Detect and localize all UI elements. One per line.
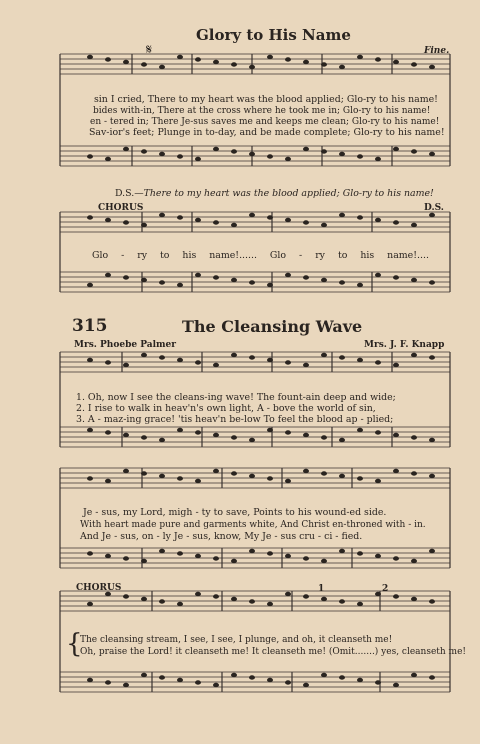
hymn-title-cleansing: The Cleansing Wave [182, 317, 363, 336]
notehead [339, 213, 345, 217]
main-chorus-label: CHORUS [76, 583, 122, 593]
notehead [195, 554, 201, 558]
notehead [87, 358, 93, 362]
top-chorus-words: Glo - ry to his name!...... Glo - ry to his name!.... [92, 250, 429, 261]
notehead [267, 678, 273, 682]
notehead [177, 358, 183, 362]
notehead [429, 474, 435, 478]
notehead [393, 60, 399, 64]
notehead [195, 273, 201, 277]
notehead [141, 597, 147, 601]
notehead [429, 65, 435, 69]
notehead [393, 683, 399, 687]
notehead [357, 358, 363, 362]
notehead [123, 556, 129, 560]
main-chorus-line-1: The cleansing stream, I see, I see, I plunge, and oh, it cleanseth me! [80, 635, 393, 645]
notehead [213, 275, 219, 279]
notehead [231, 62, 237, 66]
notehead [429, 280, 435, 284]
notehead [321, 353, 327, 357]
notehead [375, 273, 381, 277]
notehead [195, 157, 201, 161]
notehead [231, 673, 237, 677]
notehead [105, 554, 111, 558]
notehead [339, 438, 345, 442]
notehead [231, 559, 237, 563]
notehead [141, 278, 147, 282]
notehead [105, 680, 111, 684]
notehead [213, 147, 219, 151]
notehead [123, 220, 129, 224]
notehead [159, 280, 165, 284]
notehead [105, 479, 111, 483]
notehead [87, 602, 93, 606]
main-verse-1-line-1: 1. Oh, now I see the cleans-ing wave! The fount-ain deep and wide; [76, 392, 396, 403]
notehead [105, 430, 111, 434]
notehead [411, 62, 417, 66]
notehead [231, 353, 237, 357]
notehead [123, 594, 129, 598]
notehead [303, 363, 309, 367]
notehead [123, 683, 129, 687]
notehead [249, 65, 255, 69]
hymn-number: 315 [72, 316, 108, 336]
ds-mark: D.S. [424, 203, 444, 213]
top-verse-line-4: Sav-ior's feet; Plunge in to-day, and be made complete; Glo-ry to his name! [89, 127, 445, 138]
notehead [393, 220, 399, 224]
notehead [393, 363, 399, 367]
notehead [285, 360, 291, 364]
notehead [303, 594, 309, 598]
notehead [123, 363, 129, 367]
notehead [159, 213, 165, 217]
notehead [393, 275, 399, 279]
notehead [375, 479, 381, 483]
top-verse-line-2: bides with-in, There at the cross where he took me in; Glo-ry to his name! [93, 106, 431, 116]
notehead [393, 433, 399, 437]
notehead [357, 215, 363, 219]
notehead [411, 278, 417, 282]
notehead [321, 278, 327, 282]
notehead [375, 680, 381, 684]
notehead [303, 433, 309, 437]
notehead [213, 220, 219, 224]
notehead [195, 592, 201, 596]
notehead [159, 549, 165, 553]
notehead [285, 430, 291, 434]
notehead [267, 283, 273, 287]
hymn-composer: Mrs. J. F. Knapp [364, 340, 445, 350]
notehead [339, 675, 345, 679]
notehead [123, 433, 129, 437]
notehead [177, 215, 183, 219]
notehead [339, 474, 345, 478]
notehead [429, 675, 435, 679]
notehead [87, 678, 93, 682]
notehead [123, 469, 129, 473]
main-verse-2-line-1: Je - sus, my Lord, migh - ty to save, Points to his wound-ed side. [83, 507, 387, 518]
notehead [375, 360, 381, 364]
notehead [105, 273, 111, 277]
notehead [411, 353, 417, 357]
notehead [321, 62, 327, 66]
notehead [105, 157, 111, 161]
notehead [375, 57, 381, 61]
notehead [285, 592, 291, 596]
notehead [141, 62, 147, 66]
notehead [321, 435, 327, 439]
notehead [213, 594, 219, 598]
notehead [375, 554, 381, 558]
chorus-brace: { [66, 629, 83, 659]
notehead [141, 673, 147, 677]
notehead [213, 469, 219, 473]
notehead [195, 218, 201, 222]
notehead [285, 554, 291, 558]
notehead [375, 218, 381, 222]
fine-mark: Fine. [424, 46, 450, 56]
notehead [429, 549, 435, 553]
top-verse-line-1: sin I cried, There to my heart was the blood applied; Glo-ry to his name! [94, 94, 438, 105]
notehead [195, 479, 201, 483]
notehead [285, 218, 291, 222]
notehead [375, 430, 381, 434]
notehead [195, 430, 201, 434]
notehead [231, 471, 237, 475]
notehead [87, 215, 93, 219]
notehead [357, 476, 363, 480]
segno-icon: 𝄋 [146, 42, 153, 58]
main-verse-2-line-3: And Je - sus, on - ly Je - sus, know, My Je - sus cru - ci - fied. [80, 531, 363, 542]
notehead [393, 147, 399, 151]
notehead [339, 599, 345, 603]
notehead [249, 280, 255, 284]
notehead [303, 469, 309, 473]
notehead [321, 673, 327, 677]
notehead [267, 602, 273, 606]
notehead [267, 55, 273, 59]
notehead [177, 678, 183, 682]
notehead [141, 471, 147, 475]
notehead [141, 353, 147, 357]
notehead [411, 149, 417, 153]
notehead [87, 55, 93, 59]
notehead [429, 438, 435, 442]
notehead [429, 213, 435, 217]
notehead [267, 154, 273, 158]
notehead [213, 60, 219, 64]
notehead [177, 476, 183, 480]
notehead [87, 428, 93, 432]
notehead [249, 549, 255, 553]
notehead [177, 602, 183, 606]
notehead [231, 223, 237, 227]
notehead [429, 355, 435, 359]
notehead [159, 152, 165, 156]
notehead [339, 152, 345, 156]
notehead [357, 55, 363, 59]
ds-line-text: There to my heart was the blood applied; Glo-ry to his name! [143, 188, 434, 199]
notehead [303, 275, 309, 279]
notehead [303, 60, 309, 64]
notehead [249, 213, 255, 217]
notehead [393, 556, 399, 560]
notehead [357, 283, 363, 287]
notehead [267, 476, 273, 480]
notehead [213, 363, 219, 367]
notehead [249, 599, 255, 603]
notehead [177, 154, 183, 158]
notehead [303, 147, 309, 151]
notehead [357, 551, 363, 555]
notehead [159, 355, 165, 359]
hymn-title-glory: Glory to His Name [196, 26, 351, 44]
notehead [411, 471, 417, 475]
notehead [375, 592, 381, 596]
ds-line [115, 189, 434, 200]
notehead [321, 149, 327, 153]
notehead [87, 476, 93, 480]
notehead [231, 597, 237, 601]
notehead [231, 278, 237, 282]
notehead [141, 435, 147, 439]
notehead [249, 675, 255, 679]
notehead [87, 283, 93, 287]
main-verse-1-line-2: 2. I rise to walk in heav'n's own light, A - bove the world of sin, [76, 403, 376, 414]
main-verse-2-line-2: With heart made pure and garments white, And Christ en-throned with - in. [80, 520, 426, 530]
notehead [393, 469, 399, 473]
notehead [285, 157, 291, 161]
notehead [105, 57, 111, 61]
notehead [195, 57, 201, 61]
notehead [177, 283, 183, 287]
notehead [267, 428, 273, 432]
notehead [303, 220, 309, 224]
notehead [285, 680, 291, 684]
notehead [411, 597, 417, 601]
ending-2: 2 [382, 584, 389, 594]
notehead [411, 223, 417, 227]
notehead [123, 147, 129, 151]
ending-1: 1 [318, 584, 325, 594]
notehead [141, 559, 147, 563]
notehead [249, 355, 255, 359]
notehead [285, 57, 291, 61]
notehead [357, 678, 363, 682]
notehead [321, 471, 327, 475]
notehead [177, 428, 183, 432]
notehead [303, 556, 309, 560]
notehead [123, 60, 129, 64]
notehead [321, 559, 327, 563]
notehead [159, 675, 165, 679]
notehead [159, 438, 165, 442]
notehead [285, 273, 291, 277]
notehead [249, 474, 255, 478]
top-chorus-label: CHORUS [98, 203, 144, 213]
notehead [285, 479, 291, 483]
notehead [87, 551, 93, 555]
notehead [303, 683, 309, 687]
notehead [411, 559, 417, 563]
notehead [213, 433, 219, 437]
notehead [375, 157, 381, 161]
notehead [339, 549, 345, 553]
notehead [357, 428, 363, 432]
notehead [411, 435, 417, 439]
notehead [141, 223, 147, 227]
main-verse-1-line-3: 3. A - maz-ing grace! 'tis heav'n be-low To feel the blood ap - plied; [76, 414, 394, 425]
notehead [321, 597, 327, 601]
notehead [411, 673, 417, 677]
main-chorus-line-2: Oh, praise the Lord! it cleanseth me! It cleanseth me! (Omit.......) yes, cleanseth me! [80, 647, 467, 657]
notehead [213, 556, 219, 560]
notehead [141, 149, 147, 153]
notehead [267, 551, 273, 555]
notehead [429, 599, 435, 603]
notehead [177, 55, 183, 59]
notehead [267, 358, 273, 362]
notehead [339, 355, 345, 359]
notehead [87, 154, 93, 158]
notehead [195, 680, 201, 684]
notehead [105, 218, 111, 222]
notehead [357, 602, 363, 606]
notehead [267, 215, 273, 219]
notehead [249, 438, 255, 442]
notehead [105, 360, 111, 364]
notehead [393, 594, 399, 598]
notehead [339, 280, 345, 284]
top-verse-line-3: en - tered in; There Je-sus saves me and keeps me clean; Glo-ry to his name! [90, 117, 440, 127]
notehead [231, 149, 237, 153]
notehead [429, 152, 435, 156]
notehead [213, 683, 219, 687]
notehead [357, 154, 363, 158]
ds-line-label: D.S.— [115, 188, 144, 199]
notehead [339, 65, 345, 69]
notehead [321, 223, 327, 227]
notehead [231, 435, 237, 439]
hymn-author: Mrs. Phoebe Palmer [74, 340, 176, 350]
notehead [159, 474, 165, 478]
notehead [195, 360, 201, 364]
notehead [159, 65, 165, 69]
notehead [123, 275, 129, 279]
notehead [177, 551, 183, 555]
notehead [249, 152, 255, 156]
notehead [159, 599, 165, 603]
